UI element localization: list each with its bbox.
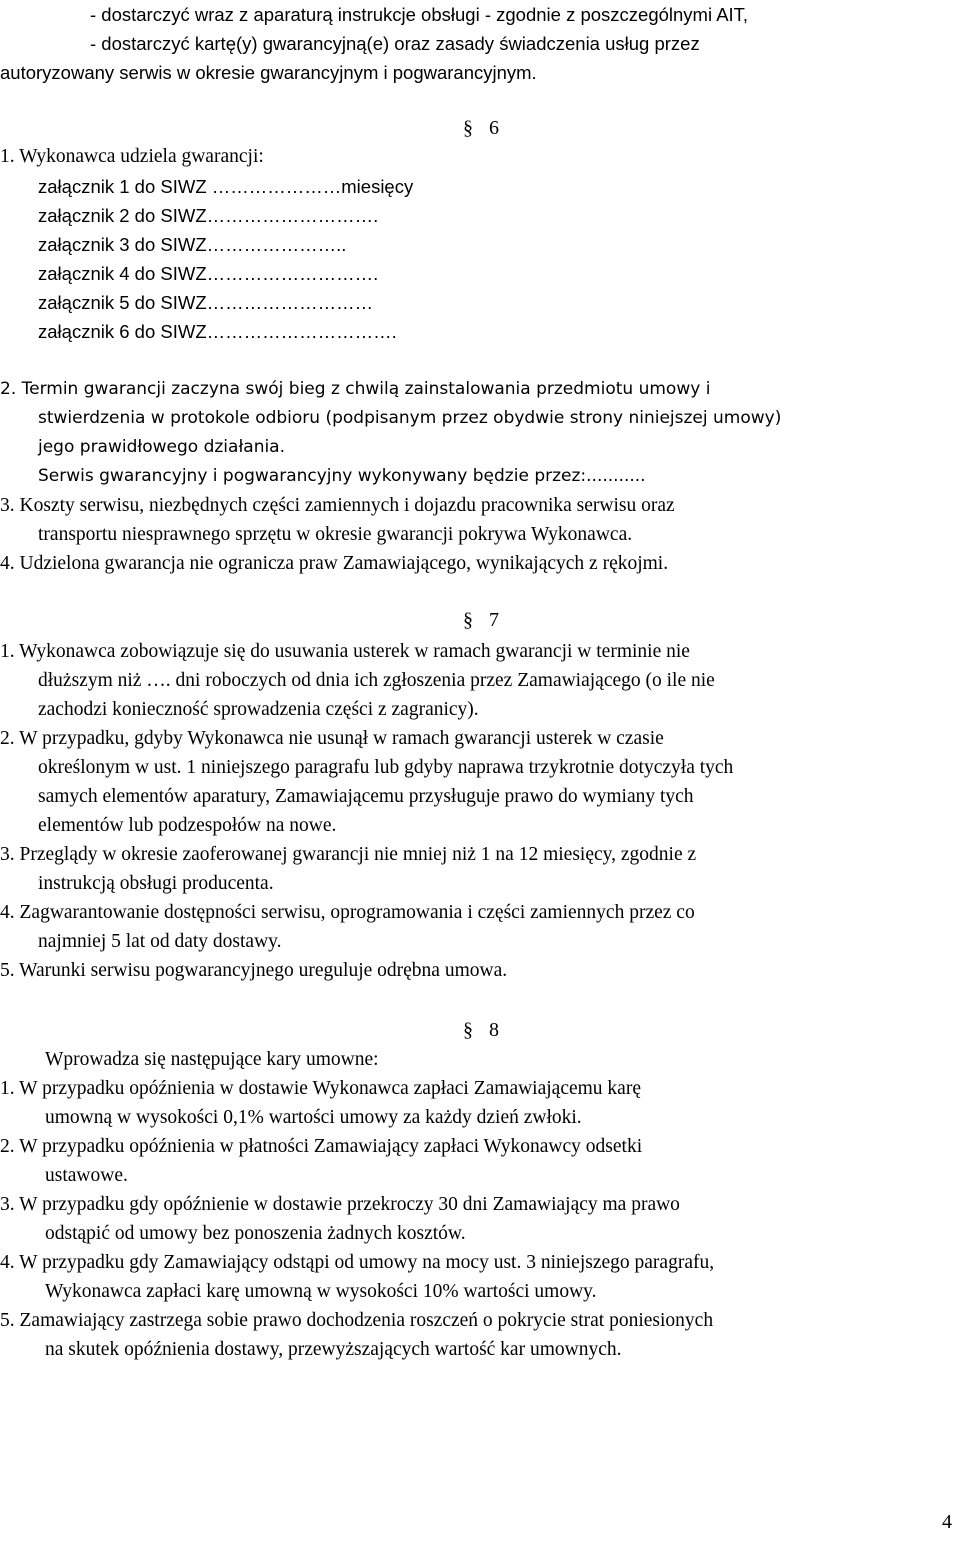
s7-line-5: określonym w ust. 1 niniejszego paragrafu lub gdyby naprawa trzykrotnie dotyczyła tych — [38, 757, 734, 778]
section-7-heading — [463, 606, 499, 635]
s8-line-9: 5. Zamawiający zastrzega sobie prawo dochodzenia roszczeń o pokrycie strat poniesionych — [0, 1310, 714, 1331]
s6-annex-5: załącznik 5 do SIWZ……………………… — [38, 292, 374, 313]
s6-annex-3: załącznik 3 do SIWZ………………….. — [38, 234, 347, 255]
s6-annex-4: załącznik 4 do SIWZ………………………. — [38, 263, 379, 284]
s7-line-7: elementów lub podzespołów na nowe. — [38, 815, 337, 836]
intro-line-2: - dostarczyć kartę(y) gwarancyjną(e) oraz zasady świadczenia usług przez — [90, 33, 700, 54]
s6-item2-line-4: Serwis gwarancyjny i pogwarancyjny wykonywany będzie przez:........... — [38, 466, 646, 486]
s6-item2-line-1: 2. Termin gwarancji zaczyna swój bieg z chwilą zainstalowania przedmiotu umowy i — [0, 379, 711, 399]
s7-line-1: 1. Wykonawca zobowiązuje się do usuwania usterek w ramach gwarancji w terminie nie — [0, 641, 690, 662]
s7-line-2: dłuższym niż …. dni roboczych od dnia ich zgłoszenia przez Zamawiającego (o ile nie — [38, 670, 715, 691]
section-symbol: § — [463, 117, 473, 139]
s6-item3-line-1: 3. Koszty serwisu, niezbędnych części zamiennych i dojazdu pracownika serwisu oraz — [0, 495, 675, 516]
s7-line-6: samych elementów aparatury, Zamawiającemu przysługuje prawo do wymiany tych — [38, 786, 694, 807]
s8-line-3: 2. W przypadku opóźnienia w płatności Zamawiający zapłaci Wykonawcy odsetki — [0, 1136, 643, 1157]
section-number: 7 — [489, 609, 499, 631]
section-8-heading — [463, 1016, 499, 1045]
s6-item4: 4. Udzielona gwarancja nie ogranicza praw Zamawiającego, wynikających z rękojmi. — [0, 553, 669, 574]
s7-line-8: 3. Przeglądy w okresie zaoferowanej gwarancji nie mniej niż 1 na 12 miesięcy, zgodnie z — [0, 844, 697, 865]
intro-line-3: autoryzowany serwis w okresie gwarancyjnym i pogwarancyjnym. — [0, 62, 537, 83]
s8-line-5: 3. W przypadku gdy opóźnienie w dostawie przekroczy 30 dni Zamawiający ma prawo — [0, 1194, 680, 1215]
s6-annex-2: załącznik 2 do SIWZ………………………. — [38, 205, 379, 226]
s8-line-10: na skutek opóźnienia dostawy, przewyższających wartość kar umownych. — [45, 1339, 622, 1360]
s8-lead: Wprowadza się następujące kary umowne: — [45, 1049, 379, 1070]
s6-annex-6: załącznik 6 do SIWZ…………………………. — [38, 321, 397, 342]
s8-line-4: ustawowe. — [45, 1165, 128, 1186]
section-symbol: § — [463, 1019, 473, 1041]
intro-line-1: - dostarczyć wraz z aparaturą instrukcje obsługi - zgodnie z poszczególnymi AIT, — [90, 4, 749, 25]
s6-item3-line-2: transportu niesprawnego sprzętu w okresie gwarancji pokrywa Wykonawca. — [38, 524, 633, 545]
s6-item1-lead: 1. Wykonawca udziela gwarancji: — [0, 146, 264, 167]
page-number: 4 — [942, 1511, 952, 1533]
s7-line-11: najmniej 5 lat od daty dostawy. — [38, 931, 282, 952]
s7-line-3: zachodzi konieczność sprowadzenia części z zagranicy). — [38, 699, 479, 720]
s7-line-9: instrukcją obsługi producenta. — [38, 873, 274, 894]
s7-line-12: 5. Warunki serwisu pogwarancyjnego ureguluje odrębna umowa. — [0, 960, 508, 981]
s8-line-6: odstąpić od umowy bez ponoszenia żadnych kosztów. — [45, 1223, 466, 1244]
section-number: 8 — [489, 1019, 499, 1041]
s7-line-4: 2. W przypadku, gdyby Wykonawca nie usunął w ramach gwarancji usterek w czasie — [0, 728, 664, 749]
s8-line-8: Wykonawca zapłaci karę umowną w wysokości 10% wartości umowy. — [45, 1281, 597, 1302]
s8-line-1: 1. W przypadku opóźnienia w dostawie Wykonawca zapłaci Zamawiającemu karę — [0, 1078, 641, 1099]
s6-item2-line-3: jego prawidłowego działania. — [38, 437, 286, 457]
s8-line-7: 4. W przypadku gdy Zamawiający odstąpi od umowy na mocy ust. 3 niniejszego paragrafu, — [0, 1252, 715, 1273]
s6-item2-line-2: stwierdzenia w protokole odbioru (podpisanym przez obydwie strony niniejszej umowy) — [38, 408, 782, 428]
s7-line-10: 4. Zagwarantowanie dostępności serwisu, oprogramowania i części zamiennych przez co — [0, 902, 695, 923]
section-number: 6 — [489, 117, 499, 139]
section-symbol: § — [463, 609, 473, 631]
section-6-heading — [463, 114, 499, 143]
s6-annex-1: załącznik 1 do SIWZ …………………miesięcy — [38, 176, 414, 197]
s8-line-2: umowną w wysokości 0,1% wartości umowy za każdy dzień zwłoki. — [45, 1107, 582, 1128]
